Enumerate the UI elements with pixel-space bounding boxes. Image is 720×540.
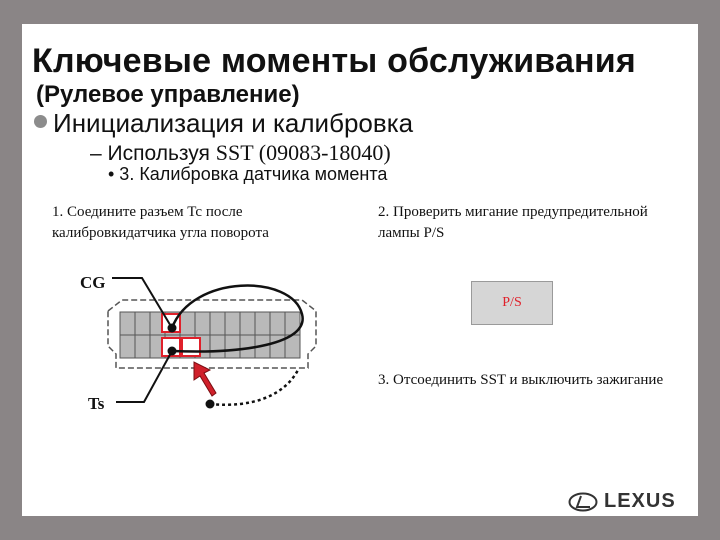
bullet-level-1-text: Инициализация и калибровка [53,108,414,138]
label-cg: CG [80,273,106,292]
connector-diagram [22,24,698,516]
sst-plug-dot [206,400,215,409]
label-ts: Ts [88,394,105,413]
bullet-level-2-prefix: – Используя [90,142,216,165]
slide-subtitle: (Рулевое управление) [36,81,300,108]
ps-warning-lamp [471,281,553,325]
insert-arrow-icon [194,362,216,396]
ps-warning-lamp-label: P/S [502,295,522,310]
slide [22,24,698,516]
bullet-level-3: • 3. Калибровка датчика момента [108,164,388,184]
step-1-text: 1. Соедините разъем Tc после калибровкидатчика угла поворота [52,204,269,241]
leader-line-ts [116,351,172,402]
slide-title: Ключевые моменты обслуживания [32,42,636,80]
step-2-text: 2. Проверить мигание предупредительной лампы P/S [378,204,648,241]
lexus-logo-text: LEXUS [604,490,676,512]
sst-dotted-wire [210,370,298,405]
step-3-text: 3. Отсоединить SST и выключить зажигание [378,372,664,388]
terminal-tc-highlight [182,338,200,356]
lexus-logo [568,490,676,513]
bullet-level-2-sst: SST (09083-18040) [215,140,391,165]
lexus-emblem-icon [568,492,598,512]
